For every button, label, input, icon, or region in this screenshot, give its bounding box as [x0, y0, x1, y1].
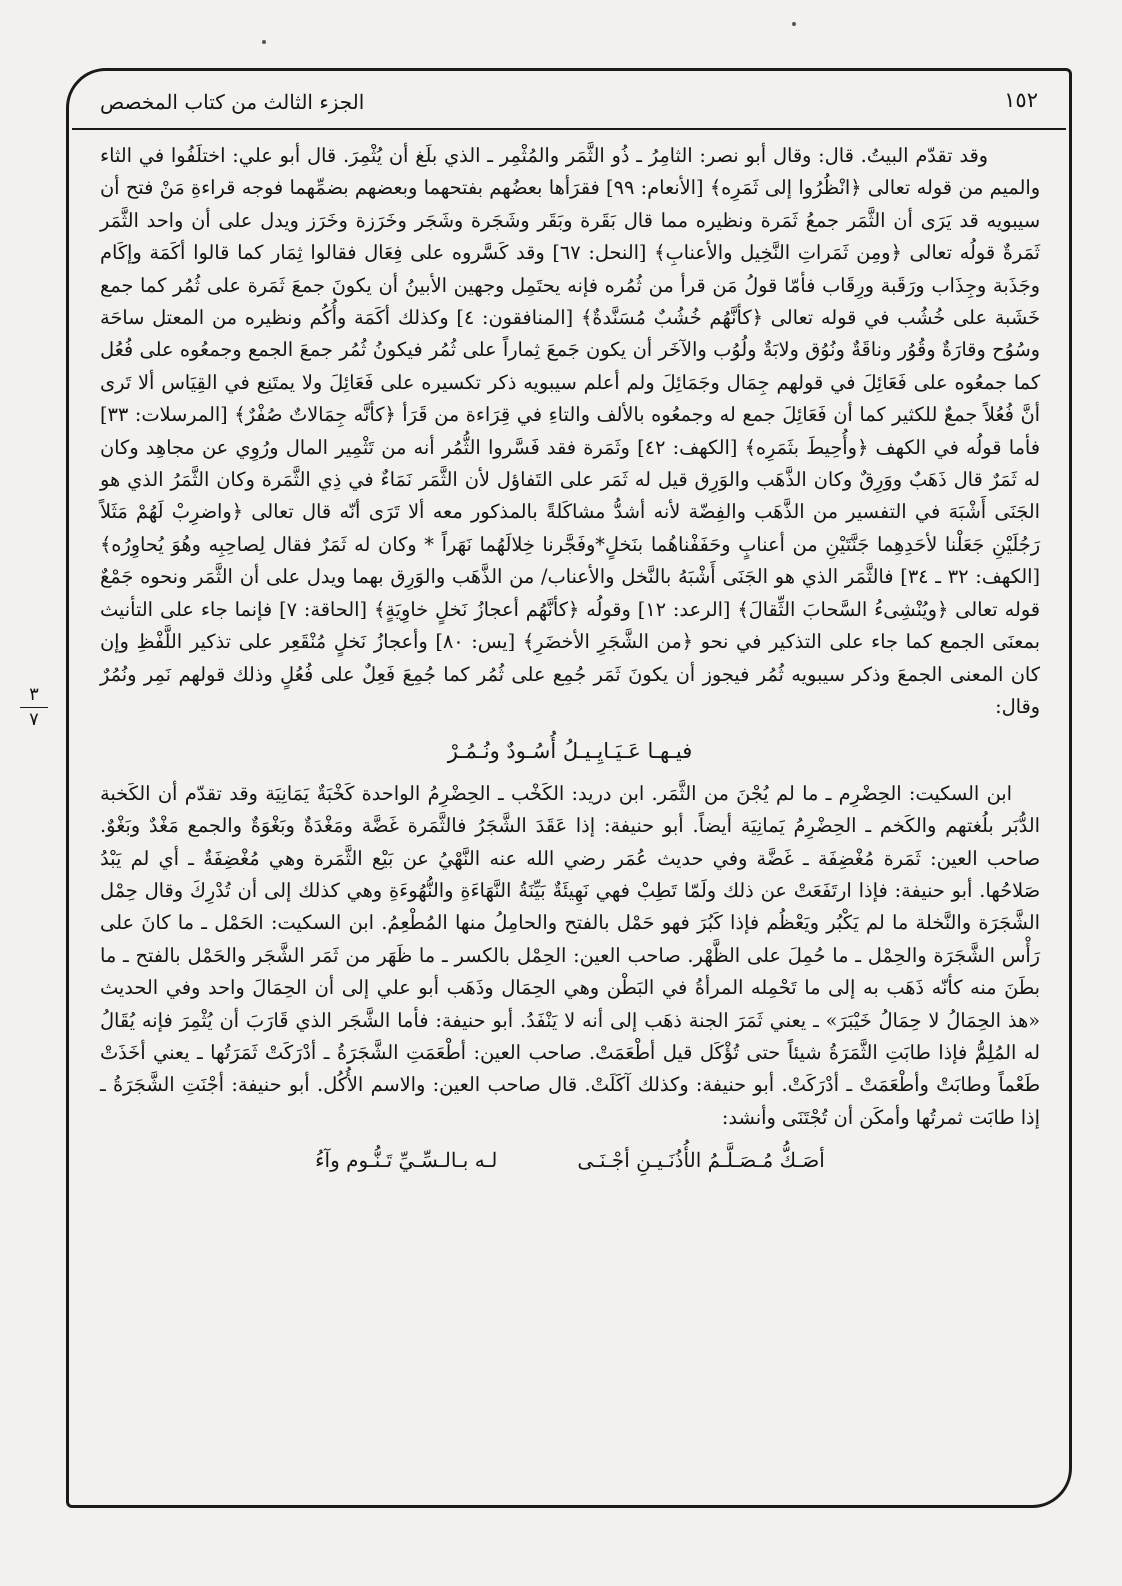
paragraph-1: وقد تقدّم البيتُ. قال: وقال أبو نصر: الثامِرُ ـ ذُو الثَّمَر والمُثْمِر ـ الذي بلَغ أن يُثْمِرَ. قال أبو علي: اختلَفُوا في الثاء والميم من قوله تعالى ﴿انْظُرُوا إلى ثَمَرِه﴾ [الأنعام: ٩٩] فقرَأها بعضُهم بفتحهما وبعضهم بضمِّهما فوجه قراءةِ مَنْ فتح أن سيبويه قد يَرَى أن الثَّمَر جمعُ ثَمَرة ونظيره مما قال بَقَرة وبَقَر وشَجَرة وشَجَر وخَرَزة وخَرَز ويدل على أن واحد الثَّمَر ثَمَرةٌ قولُه تعالى ﴿ومِن ثَمَراتِ النَّخِيل والأعنابِ﴾ [النحل: ٦٧] وقد كَسَّروه على فِعَال فقالوا ثِمَار كما قالوا أكَمَة وإكَام وجَذَبة وجِذَاب ورَقَبة ورِقَاب فأمّا قولُ مَن قرأ من ثُمُره فإنه يحتَمِل وجهين الأبينُ أن يكونَ جمعَ ثَمَرة على ثُمُر كما جمع خَشَبة على خُشُب في قوله تعالى ﴿كأنَّهُم خُشُبٌ مُسَنَّدةٌ﴾ [المنافقون: ٤] وكذلك أكَمَة وأُكُم ونظيره من المعتل ساحَة وسُوُح وقارَةٌ وقُوُر وناقَةٌ ونُوُق ولابَةٌ ولُوُب والآخَر أن يكون جَمعَ ثِماراً على ثُمُر فيكونُ ثُمُر جمعَ الجمع وجمعُوه على فُعُل كما جمعُوه على فَعَائِلَ في قولهم جِمَال وجَمَائِلَ ولم أعلم سيبويه ذكر تكسيره على فَعَائِلَ ولا يمتَنِع في القِيَاس ألا تَرى أنَّ فُعُلاً جمعٌ للكثير كما أن فَعَائِلَ جمع له وجمعُوه بالألف والتاءِ في قِرَاءة من قَرَأ ﴿كأنَّه جِمَالاتٌ صُفْرٌ﴾ [المرسلات: ٣٣] فأما قولُه في الكهف ﴿وأُحِيطَ بثَمَرِه﴾ [الكهف: ٤٢] وثَمَرة فقد فَسَّروا الثُّمُر أنه من تَثْمِير المال ورُوِي عن مجاهِد وكان له ثَمَرٌ قال ذَهَبٌ ووَرِقٌ وكان الذَّهَب والوَرِق قيل له ثَمَر على التَفاؤل لأن الثَّمَر نَمَاءٌ في ذِي الثَّمَرة وكان الثَّمَرُ الذي هو الجَنَى أَشْبَهَ في التفسير من الذَّهَب والفِضّة لأنه أشدُّ مشاكَلةً بالمذكور معه ألا تَرَى أنّه قال تعالى ﴿واضرِبْ لَهُمْ مَثَلاً رَجُلَيْنِ جَعَلْنا لأحَدِهِما جَنَّتَيْنِ من أعنابٍ وحَفَفْناهُما بنَخلٍ*وفَجَّرنا خِلالَهُما نَهَراً * وكان له ثَمَرٌ فقال لِصاحِبِه وهُوَ يُحاوِرُه﴾ [الكهف: ٣٢ ـ ٣٤] فالثَّمَر الذي هو الجَنَى أَشْبَهُ بالنَّخل والأعناب/ من الذَّهَب والوَرِق بهما ويدل على أن الثَّمَر ونحوه جَمْعٌ قوله تعالى ﴿ويُنْشِىءُ السَّحابَ الثِّقالَ﴾ [الرعد: ١٢] وقولُه ﴿كأنَّهُم أعجازُ نَخلٍ خاوِيَةٍ﴾ [الحاقة: ٧] فإنما جاء على التأنيث بمعنَى الجمع كما جاء على التذكير في نحو ﴿من الشَّجَرِ الأخضَرِ﴾ [يس: ٨٠] وأعجازُ نَخلٍ مُنْقَعِر على تذكير اللَّفْظِ وإن كان المعنى الجمعَ وذكر سيبويه ثُمُر فيجوز أن يكونَ ثَمَر جُمِع على ثُمُر كما جُمِعَ فَعِلٌ على فُعُلٍ وذلك قولهم نَمِر ونُمُرٌ وقال:	[100, 144, 1041, 718]
verse-2-first-hemistich: أصَـكُّ مُـصَـلَّـمُ الأُذُنَـيـنِ أجْـنَـى	[577, 1148, 825, 1173]
scan-speck	[262, 40, 266, 44]
verse-2-second-hemistich: لـه بـالـسِّـيِّ تَـنُّـوم وآءُ	[315, 1148, 498, 1173]
paragraph-2: ابن السكيت: الحِضْرِم ـ ما لم يُجْنَ من الثَّمَر. ابن دريد: الكَخْب ـ الحِضْرِمُ الواحدة كَخْبَةٌ يَمَانِيَة وقد تقدّم أن الكَخبة الدُّبَر بلُغتهم والكَخم ـ الحِضْرِمُ يَمانِيَة أيضاً. أبو حنيفة: إذا عَقَدَ الشَّجَرُ فالثَّمَرة غَضَّة ومَغْدَةٌ وبَغْوَةٌ والجمع مَغْدٌ وبَغْوٌ. صاحب العين: ثَمَرة مُغْضِفَة ـ غَضَّة وفي حديث عُمَر رضي الله عنه النَّهْيُ عن بَيْع الثَّمَرة وهي مُغْضِفَةٌ ـ أي لم يَبْدُ صَلاحُها. أبو حنيفة: فإذا ارتَفَعَتْ عن ذلك ولَمّا تَطِبْ فهي نَهِيئَةٌ بَيِّنَةُ النَّهَاءَةِ والنُّهُوءَةِ وهي كذلك إلى أن تُدْرِكَ وقال حِمْل الشَّجَرَة والنَّخلة ما لم يَكْبُر ويَعْظُم فإذا كَبُرَ فهو حَمْل بالفتح والحامِلُ منها المُطْعِمُ. ابن السكيت: الحَمْل ـ ما كانَ على رَأْس الشَّجَرَة والحِمْل ـ ما حُمِلَ على الظَّهْر. صاحب العين: الحِمْل بالكسر ـ ما ظَهَر من ثَمَر الشَّجَر والحَمْل بالفتح ـ ما بطَنَ منه كأنّه ذَهَب به إلى ما تَحْمِله المرأةُ في البَطْن وهي الحِمَال وذَهَب أبو علي إلى أن الحِمَالَ واحد وفي الحديث «هذ الحِمَالُ لا حِمَالُ خَيْبَرَ» ـ يعني ثَمَرَ الجنة ذهَب إلى أنه لا يَنْفَدُ. أبو حنيفة: فأما الشَّجَر الذي قَارَبَ أن يُثْمِرَ فإنه يُقَالُ له المُلِمُّ فإذا طابَتِ الثَّمَرَةُ شيئاً حتى تُؤْكَل قيل أطْعَمَتْ. صاحب العين: أطْعَمَتِ الشَّجَرَةُ ـ أدْرَكَتْ ثَمَرَتُها ـ يعني أخَذَتْ طَعْماً وطابَتْ وأطْعَمَتْ ـ أدْرَكَتْ. أبو حنيفة: وكذلك آكَلَتْ. قال صاحب العين: والاسم الأُكُل. أبو حنيفة: أجْنَتِ الشَّجَرَةُ ـ إذا طابَت ثمرتُها وأمكَن أن تُجْتَنَى وأنشد:	[100, 781, 1040, 1129]
verse-1: فيـهـا عَـيَـايِـيـلُ أُسُـودٌ ونُـمُـرْ	[447, 739, 693, 764]
running-title: الجزء الثالث من كتاب المخصص	[100, 90, 365, 114]
verse-2	[100, 1144, 1040, 1176]
scan-speck	[792, 22, 796, 26]
margin-note-divider	[20, 707, 48, 708]
page-header	[66, 82, 1072, 128]
page-number: ١٥٢	[1004, 88, 1038, 112]
page-body	[100, 140, 1040, 1177]
header-rule	[72, 128, 1066, 130]
margin-note-top: ٣	[29, 684, 39, 705]
margin-folio-note	[14, 686, 54, 729]
margin-note-bottom: ٧	[29, 709, 39, 730]
